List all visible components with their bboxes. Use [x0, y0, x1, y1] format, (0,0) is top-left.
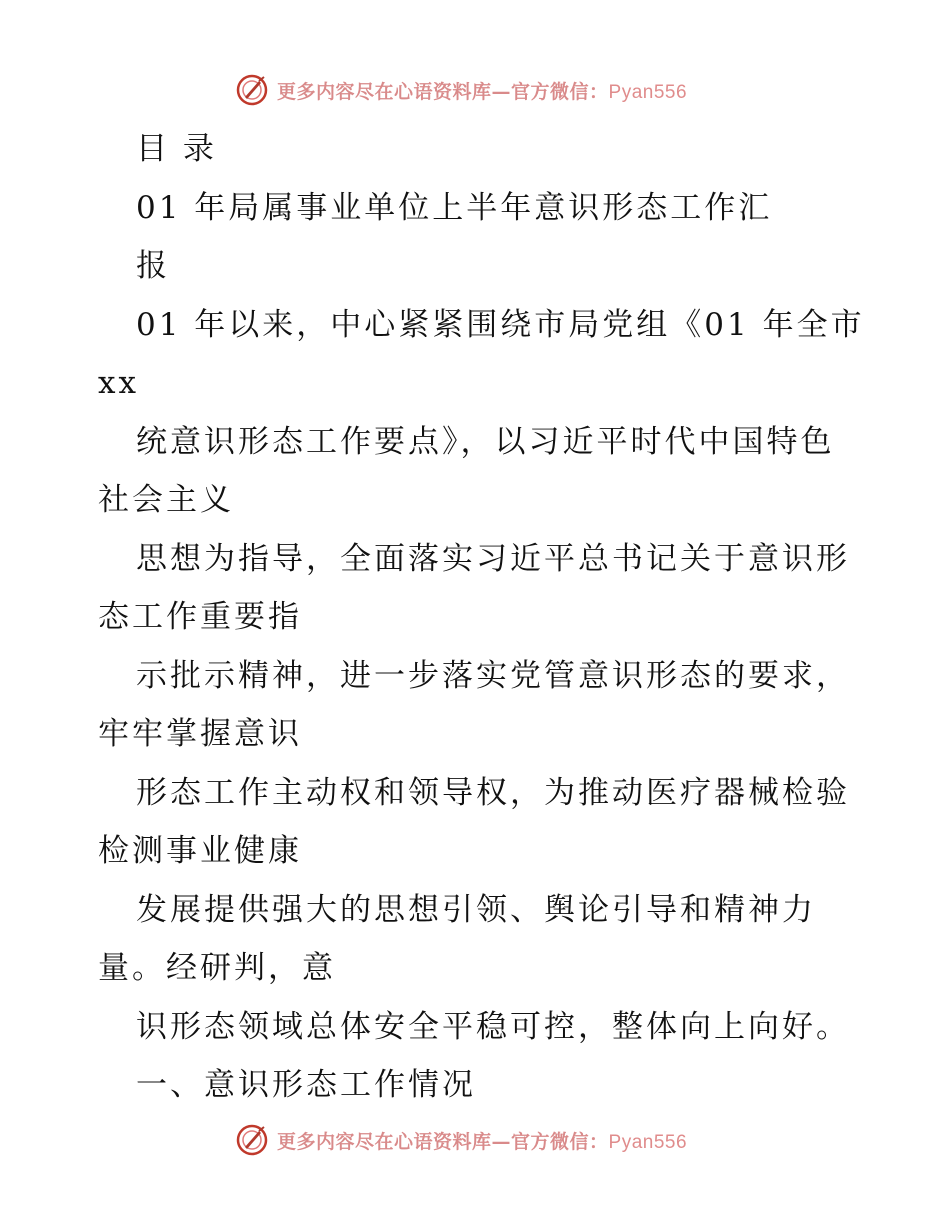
body-line: 牢牢掌握意识: [98, 716, 302, 752]
toc-heading: 目 录: [136, 131, 217, 167]
footer-watermark: [235, 1122, 715, 1158]
body-line: 01 年以来，中心紧紧围绕市局党组《01 年全市: [136, 306, 865, 343]
body-line: 社会主义: [98, 482, 234, 518]
body-line: 检测事业健康: [98, 833, 302, 869]
body-line: 量。经研判，意: [98, 950, 336, 986]
body-line: 态工作重要指: [98, 599, 302, 635]
watermark-text: 更多内容尽在心语资料库—官方微信：Pyan556: [277, 80, 688, 103]
body-line: 识形态领域总体安全平稳可控，整体向上向好。: [136, 1008, 850, 1045]
body-line: 示批示精神，进一步落实党管意识形态的要求，: [136, 657, 850, 694]
report-title-line-1: 01 年局属事业单位上半年意识形态工作汇: [136, 189, 773, 226]
quill-seal-icon: [235, 1123, 269, 1157]
body-line: xx: [98, 365, 139, 401]
report-title-line-2: 报: [136, 248, 170, 284]
header-watermark: [235, 72, 715, 108]
quill-seal-icon: [235, 73, 269, 107]
body-line: 思想为指导，全面落实习近平总书记关于意识形: [136, 540, 850, 577]
body-line: 统意识形态工作要点》，以习近平时代中国特色: [136, 423, 835, 460]
body-line: 形态工作主动权和领导权，为推动医疗器械检验: [136, 774, 850, 811]
watermark-text: 更多内容尽在心语资料库—官方微信：Pyan556: [277, 1130, 688, 1153]
section-heading: 一、意识形态工作情况: [136, 1067, 476, 1103]
document-body: [98, 120, 868, 1115]
body-line: 发展提供强大的思想引领、舆论引导和精神力: [136, 891, 816, 928]
